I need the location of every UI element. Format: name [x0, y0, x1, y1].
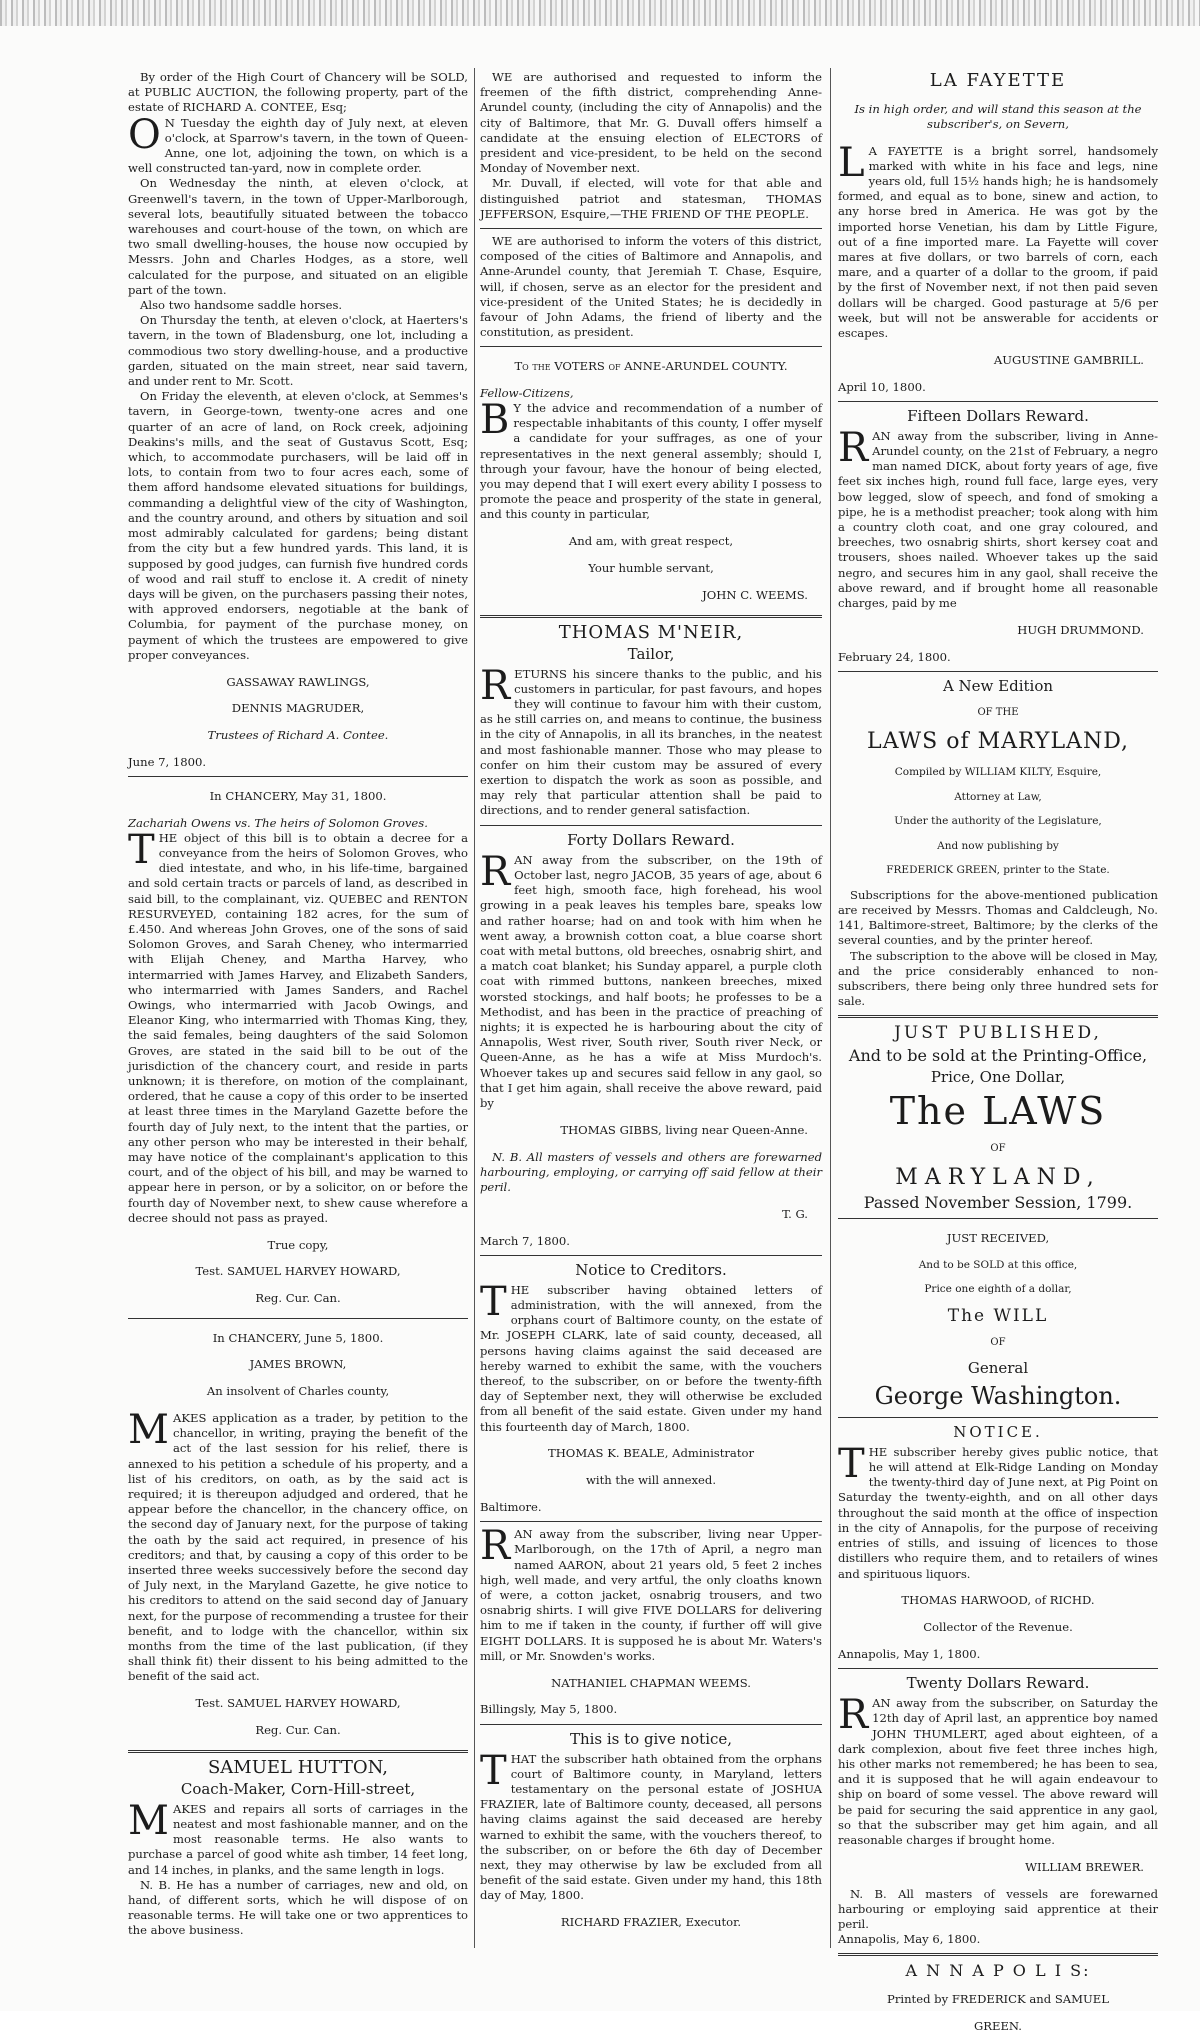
ad-heading: Twenty Dollars Reward.	[906, 1674, 1090, 1693]
ad-heading: JUST PUBLISHED,	[894, 1023, 1102, 1044]
ad-separator	[838, 1953, 1158, 1956]
ad-paragraph: On Friday the eleventh, at eleven o'clock, at Semmes's tavern, in George-town, twenty-one acres and one quarter of an acre of land, on Rock creek, adjoining Deakins's mills, and the seat of Gustavus Scott, Esq; which, to accommodate purchasers, will be laid off in lots, to contain from two to four acres each, some of them afford handsome elevated situations for buildings, commanding a delightful view of the city of Washington, and the country around, and others by situation and soil most admirably calculated for gardens; being distant from the city but a few hundred yards. This land, it is supposed by good judges, can furnish five hundred cords of wood and rail stuff to enclose it. A credit of ninety days will be given, on the purchasers passing their notes, with approved endorsers, negotiable at the bank of Columbia, for payment of the purchase money, on payment of which the trustees are empowered to give proper conveyances.	[128, 389, 468, 662]
ad-heading: Fifteen Dollars Reward.	[907, 406, 1089, 425]
drop-cap: M	[128, 1406, 169, 1453]
ad-separator	[838, 401, 1158, 402]
ad-heading: SAMUEL HUTTON,	[207, 1756, 389, 1778]
ad-heading: A New Edition	[942, 676, 1054, 695]
signature: AUGUSTINE GAMBRILL.	[993, 352, 1144, 367]
signature: HUGH DRUMMOND.	[1017, 622, 1144, 637]
printer-imprint	[838, 1961, 1158, 2034]
ad-paragraph	[480, 1747, 822, 1904]
ad-paragraph	[128, 826, 468, 1226]
ad-date: Annapolis, May 6, 1800.	[838, 1932, 981, 1947]
closing: And am, with great respect,	[568, 534, 734, 549]
ad-date: Billingsly, May 5, 1800.	[480, 1702, 618, 1717]
ad-text: N Tuesday the eighth day of July next, at eleven o'clock, at Sparrow's tavern, in the town of Queen-Anne, one lot, adjoining the town, on which is a well constructed tan-yard, now in complete order.	[128, 115, 468, 176]
ad-subheading: OF THE	[977, 706, 1019, 718]
ad-heading: LA FAYETTE	[929, 70, 1067, 91]
true-copy: True copy,	[267, 1237, 329, 1252]
ad-separator	[838, 1417, 1158, 1418]
ad-text: AN away from the subscriber, on the 19th of October last, negro JACOB, 35 years of age, about 6 feet high, smooth face, high forehead, his wool growing in a peak leaves his temples bare, speaks low and rather hoarse; had on and took with him when he went away, a brownish cotton coat, a blue coarse short coat with metal buttons, old breeches, osnabrig shirt, and a match coat blanket; his Sunday apparel, a purple cloth coat with rimmed buttons, nankeen breeches, mixed worsted stockings, and half boots; he professes to be a Methodist, and has been in the practice of preaching of nights; it is expected he is harbouring about the city of Annapolis, West river, South river, South river Neck, or Queen-Anne, as he has a wife at Miss Murdoch's. Whoever takes up and secures said fellow in any gaol, so that I get him again, shall receive the above reward, paid by	[480, 852, 822, 1110]
ad-heading: Notice to Creditors.	[575, 1260, 727, 1279]
initials: T. G.	[782, 1206, 808, 1221]
ad-text: Y the advice and recommendation of a number of respectable inhabitants of this county, I offer myself a candidate for your suffrages, as one of your representatives in the next general assembly; should I, through your favour, have the honour of being elected, you may depend that I will exert every ability I possess to promote the peace and prosperity of the state in general, and this county in particular,	[480, 401, 822, 522]
ad-paragraph: On Wednesday the ninth, at eleven o'clock, at Greenwell's tavern, in the town of Upper-Marlborough, several lots, beautifully situated between the tobacco warehouses and court-house of the town, on which are two small dwelling-houses, the house now occupied by Messrs. John and Charles Hodges, as a store, well calculated for the purpose, and situated on an eligible part of the town.	[128, 176, 468, 297]
ad-heading: In CHANCERY, June 5, 1800.	[212, 1330, 384, 1345]
ad-date: March 7, 1800.	[480, 1233, 570, 1248]
ad-separator	[480, 1724, 822, 1725]
ad-date: June 7, 1800.	[128, 754, 207, 769]
ad-text: AN away from the subscriber, on Saturday the 12th day of April last, an apprentice boy named JOHN THUMLERT, aged about eighteen, of a dark complexion, about five feet three inches high, his other marks not remembered; he has been to sea, and it is supposed that he will again endeavour to ship on board of some vessel. The above reward will be paid for securing the said apprentice in any gaol, so that the subscriber may get him again, and all reasonable charges if brought home.	[838, 1696, 1158, 1847]
closing: Your humble servant,	[588, 561, 714, 576]
ad-aaron	[480, 1523, 822, 1717]
signature: THOMAS K. BEALE, Administrator	[547, 1446, 755, 1461]
ad-heading: NOTICE.	[953, 1422, 1043, 1441]
drop-cap: T	[128, 826, 155, 873]
ad-note: N. B. All masters of vessels are forewarned harbouring or employing said apprentice at their peril.	[838, 1886, 1158, 1931]
ad-contee-auction	[128, 70, 468, 770]
ad-separator	[128, 1318, 468, 1319]
ad-separator	[480, 228, 822, 229]
ad-date: Annapolis, May 1, 1800.	[838, 1646, 981, 1661]
ad-text: ETURNS his sincere thanks to the public, and his customers in particular, for past favours, and hopes they will continue to favour him with their custom, as he still carries on, and means to continue, the business in the city of Annapolis, in all its branches, in the neatest and most fashionable manner. Those who may please to confer on him their custom may be assured of every exertion to dispatch the work as soon as possible, and may rely that particular attention shall be paid to directions, and to render general satisfaction.	[480, 666, 822, 818]
ad-subheading: And to be sold at the Printing-Office,	[848, 1046, 1148, 1066]
drop-cap: R	[480, 848, 511, 895]
ad-title: The WILL	[947, 1305, 1049, 1326]
ad-subheading: Is in high order, and will stand this season at the subscriber's, on Severn,	[854, 101, 1142, 131]
signature: NATHANIEL CHAPMAN WEEMS.	[551, 1675, 751, 1690]
ad-washington-will	[838, 1231, 1158, 1411]
ad-separator	[480, 346, 822, 347]
ad-line: Under the authority of the Legislature,	[894, 815, 1102, 828]
drop-cap: T	[480, 1747, 507, 1794]
ad-title: George Washington.	[874, 1381, 1122, 1410]
ad-paragraph: Subscriptions for the above-mentioned publication are received by Messrs. Thomas and Caldcleugh, No. 141, Baltimore-street, Baltimore; by the clerks of the several counties, and by the printer hereof.	[838, 887, 1158, 948]
signature-title: with the will annexed.	[585, 1473, 717, 1488]
imprint-printer: Printed by FREDERICK and SAMUEL	[887, 1991, 1109, 2006]
ad-separator	[480, 615, 822, 618]
ad-subheading: Tailor,	[627, 644, 675, 663]
drop-cap: R	[480, 662, 511, 709]
ad-intro: By order of the High Court of Chancery will be SOLD, at PUBLIC AUCTION, the following property, part of the estate of RICHARD A. CONTEE, Esq;	[128, 70, 468, 115]
ad-weems-voters	[480, 359, 822, 603]
ad-line: Compiled by WILLIAM KILTY, Esquire,	[894, 766, 1102, 779]
drop-cap: O	[128, 111, 161, 158]
ad-note: N. B. All masters of vessels and others are forewarned harbouring, employing, or carrying off said fellow at their peril.	[480, 1149, 822, 1194]
ad-twenty-dollars	[838, 1674, 1158, 1947]
ad-paragraph	[128, 1797, 468, 1878]
ad-laws-new-edition	[838, 677, 1158, 1010]
case-caption: Zachariah Owens vs. The heirs of Solomon Groves.	[128, 815, 428, 830]
ad-paragraph: N. B. He has a number of carriages, new and old, on hand, of different sorts, which he will dispose of on reasonable terms. He will take one or two apprentices to the above business.	[128, 1877, 468, 1938]
ad-line: Attorney at Law,	[954, 790, 1042, 803]
drop-cap: R	[838, 1692, 869, 1739]
ad-paragraph	[480, 1278, 822, 1435]
ad-text: A FAYETTE is a bright sorrel, handsomely marked with white in his face and legs, nine years old, full 15½ hands high; he is handsomely formed, and equal as to bone, sinew and action, to any horse bred in America. He was got by the imported horse Venetian, his dam by Little Figure, out of a fine imported mare. La Fayette will cover mares at five dollars, or two barrels of corn, each mare, and a quarter of a dollar to the groom, if paid by the first of November next, if not then paid seven dollars will be charged. Good pasturage at 5/6 per week, but will not be answerable for accidents or escapes.	[838, 143, 1158, 341]
ad-subheading: JAMES BROWN,	[249, 1357, 347, 1372]
ad-heading: This is to give notice,	[569, 1729, 733, 1748]
signature: JOHN C. WEEMS.	[702, 587, 808, 602]
drop-cap: R	[838, 424, 869, 471]
signature: Test. SAMUEL HARVEY HOWARD,	[195, 1264, 401, 1279]
signature: THOMAS HARWOOD, of RICHD.	[901, 1593, 1095, 1608]
ad-separator	[838, 1218, 1158, 1219]
ad-paragraph	[480, 397, 822, 523]
salutation: Fellow-Citizens,	[480, 385, 574, 400]
ad-creditors-clark	[480, 1261, 822, 1515]
ad-fifteen-dollars	[838, 407, 1158, 665]
ad-date: February 24, 1800.	[838, 649, 951, 664]
signature: WILLIAM BREWER.	[1025, 1859, 1144, 1874]
column-1	[128, 70, 468, 1970]
ad-paragraph	[128, 111, 468, 177]
ad-harwood-notice	[838, 1423, 1158, 1662]
ad-paragraph	[480, 848, 822, 1111]
ad-separator	[128, 776, 468, 777]
ad-forty-dollars	[480, 831, 822, 1249]
ad-paragraph	[480, 662, 822, 819]
drop-cap: M	[128, 1797, 169, 1844]
ad-laws-just-published	[838, 1023, 1158, 1212]
ad-text: HE object of this bill is to obtain a decree for a conveyance from the heirs of Solomon Groves, who died intestate, and who, in his life-time, bargained and sold certain tracts or parcels of land, as described in said bill, to the complainant, viz. QUEBEC and RENTON RESURVEYED, containing 182 acres, for the sum of £.450. And whereas John Groves, one of the sons of said Solomon Groves, and Sarah Cheney, who intermarried with Elijah Cheney, and Martha Harvey, who intermarried with James Harvey, and Elizabeth Sanders, who intermarried with James Sanders, and Rachel Owings, who intermarried with Jacob Owings, and Eleanor King, who intermarried with Thomas King, they, the said females, being daughters of the said Solomon Groves, are stated in the said bill to be out of the jurisdiction of the chancery court, and reside in parts unknown; it is therefore, on motion of the complainant, ordered, that he cause a copy of this order to be inserted at least three times in the Maryland Gazette before the fourth day of July next, to the intent that the parties, or any other person who may be interested in their behalf, may have notice of the complainant's application to this court, and of the object of his bill, and may be warned to appear here in person, or by a solicitor, on or before the fourth day of November next, to shew cause wherefore a decree should not pass as prayed.	[128, 830, 468, 1225]
ad-paragraph	[838, 1440, 1158, 1582]
column-2	[480, 70, 822, 1970]
ad-text: AKES application as a trader, by petition to the chancellor, in writing, praying the benefit of the act of the last session for his relief, there is annexed to his petition a schedule of his property, and a list of his creditors, on oath, as by the said act is required; it is thereupon adjudged and ordered, that he appear before the chancellor, in the chancery office, on the second day of January next, for the purpose of taking the oath by the said act required, in presence of his creditors; and that, by causing a copy of this order to be inserted three weeks successively before the second day of July next, in the Maryland Gazette, he give notice to his creditors to attend on the said second day of January next, for the purpose of recommending a trustee for their benefit, and to lodge with the chancellor, within six months from the time of the last publication, (if they shall think fit) their dissent to his being admitted to the benefit of the said act.	[128, 1410, 468, 1684]
drop-cap: T	[838, 1440, 865, 1487]
ad-paragraph: Also two handsome saddle horses.	[140, 298, 343, 313]
imprint-place: A N N A P O L I S:	[905, 1961, 1091, 1981]
ad-separator	[480, 1255, 822, 1256]
ad-text: HE subscriber having obtained letters of administration, with the will annexed, from the orphans court of Baltimore county, on the estate of Mr. JOSEPH CLARK, late of said county, deceased, all persons having claims against the said deceased are hereby warned to exhibit the same, with the vouchers thereof, to the subscriber, on or before the twenty-fifth day of September next, they will otherwise be excluded from all benefit of the said estate. Given under my hand this fourteenth day of March, 1800.	[480, 1282, 822, 1434]
ad-chancery-owens	[128, 789, 468, 1307]
drop-cap: L	[838, 139, 865, 186]
ad-paragraph: On Thursday the tenth, at eleven o'clock, at Haerters's tavern, in the town of Bladensburg, one lot, including a commodious two story dwelling-house, and a productive garden, situated on the main street, near said tavern, and under rent to Mr. Scott.	[128, 313, 468, 389]
ad-paragraph	[838, 424, 1158, 611]
ad-chase-elector	[480, 234, 822, 340]
ad-separator	[838, 671, 1158, 672]
ad-heading: Forty Dollars Reward.	[567, 830, 735, 849]
ad-title: LAWS of MARYLAND,	[866, 728, 1130, 754]
drop-cap: R	[480, 1523, 511, 1570]
ad-separator	[838, 1668, 1158, 1669]
ad-text: HE subscriber hereby gives public notice, that he will attend at Elk-Ridge Landing on Monday the twenty-third day of June next, at Pig Point on Saturday the twenty-eighth, and on all other days throughout the said month at the office of inspection in the city of Annapolis, for the purpose of receiving entries of stills, and issuing of licences to those distillers who require them, and to retailers of wines and spirituous liquors.	[838, 1444, 1158, 1581]
column-3	[838, 70, 1158, 2033]
ad-text: AN away from the subscriber, living in Anne-Arundel county, on the 21st of February, a negro man named DICK, about forty years of age, five feet six inches high, round full face, large eyes, very bow legged, slow of speech, and fond of smoking a pipe, he is a methodist preacher; took along with him a country cloth coat, and one gray coloured, and breeches, two osnabrig shirts, short kersey coat and trousers, shoes nailed. Whoever takes up the said negro, and secures him in any gaol, shall receive the above reward, and if brought home all reasonable charges, paid by me	[838, 428, 1158, 611]
ad-separator	[480, 825, 822, 826]
signature: RICHARD FRAZIER, Executor.	[560, 1915, 742, 1930]
ad-title: The LAWS	[889, 1089, 1107, 1134]
ad-duvall-elector	[480, 70, 822, 222]
ad-paragraph: The subscription to the above will be closed in May, and the price considerably enhanced to non-subscribers, there being only three hundred sets for sale.	[838, 948, 1158, 1009]
ad-subheading: Passed November Session, 1799.	[863, 1193, 1133, 1213]
ad-paragraph: WE are authorised to inform the voters of this district, composed of the cities of Baltimore and Annapolis, and Anne-Arundel county, that Jeremiah T. Chase, Esquire, will, if chosen, serve as an elector for the president and vice-president of the United States; he is decidedly in favour of John Adams, the friend of liberty and the constitution, as president.	[480, 234, 822, 340]
ad-mneir-tailor	[480, 623, 822, 819]
ad-paragraph: WE are authorised and requested to inform the freemen of the fifth district, comprehending Anne-Arundel county, (including the city of Annapolis) and the city of Baltimore, that Mr. G. Duvall offers himself a candidate at the ensuing election of ELECTORS of president and vice-president, to be held on the second Monday of November next.	[480, 70, 822, 176]
signature: DENNIS MAGRUDER,	[231, 701, 365, 716]
ad-subheading: Coach-Maker, Corn-Hill-street,	[180, 1779, 416, 1798]
ad-heading: To the VOTERS of ANNE-ARUNDEL COUNTY.	[514, 359, 788, 374]
ad-subheading: An insolvent of Charles county,	[206, 1384, 390, 1399]
signature-title: Collector of the Revenue.	[923, 1620, 1073, 1635]
ad-heading: JUST RECEIVED,	[946, 1231, 1050, 1246]
ad-paragraph	[838, 1692, 1158, 1848]
ad-paragraph	[838, 139, 1158, 342]
column-rule	[474, 68, 475, 1948]
ad-place: Baltimore.	[480, 1499, 542, 1514]
ad-line: And now publishing by	[937, 839, 1059, 852]
ad-separator	[128, 1750, 468, 1753]
ad-title: MARYLAND,	[895, 1165, 1101, 1191]
ad-hutton	[128, 1758, 468, 1939]
ad-date: April 10, 1800.	[838, 379, 926, 394]
ad-paragraph	[128, 1406, 468, 1685]
signature-title: Reg. Cur. Can.	[255, 1291, 341, 1306]
ad-line: And to be SOLD at this office,	[918, 1258, 1078, 1271]
column-rule	[830, 68, 831, 1948]
ad-text: HAT the subscriber hath obtained from the orphans court of Baltimore county, in Maryland, letters testamentary on the personal estate of JOSHUA FRAZIER, late of Baltimore county, deceased, all persons having claims against the said deceased are hereby warned to exhibit the same, with the vouchers thereof, to the subscriber, on or before the 6th day of December next, they may otherwise by law be excluded from all benefit of the said estate. Given under my hand, this 18th day of May, 1800.	[480, 1751, 822, 1903]
ad-text: AN away from the subscriber, living near Upper-Marlborough, on the 17th of April, a negro man named AARON, about 21 years old, 5 feet 2 inches high, well made, and very artful, the only cloaths known of were, a cotton jacket, osnabrig trousers, and two osnabrig shirts. I will give FIVE DOLLARS for delivering him to me if taken in the county, if further off will give EIGHT DOLLARS. It is supposed he is about Mr. Waters's mill, or Mr. Snowden's works.	[480, 1527, 822, 1663]
signature: GASSAWAY RAWLINGS,	[226, 674, 370, 689]
ad-la-fayette	[838, 71, 1158, 395]
ad-line: Price one eighth of a dollar,	[924, 1283, 1072, 1296]
drop-cap: B	[480, 397, 510, 444]
ad-subheading: OF	[990, 1336, 1006, 1348]
ad-frazier	[480, 1730, 822, 1931]
signature: Test. SAMUEL HARVEY HOWARD,	[195, 1696, 401, 1711]
ad-subheading: General	[967, 1358, 1029, 1377]
signature-title: Reg. Cur. Can.	[255, 1723, 341, 1737]
ad-paragraph	[480, 1523, 822, 1664]
ad-separator	[480, 1521, 822, 1522]
drop-cap: T	[480, 1278, 507, 1325]
ad-subheading: Price, One Dollar,	[930, 1068, 1066, 1087]
signature-title: Trustees of Richard A. Contee.	[207, 728, 389, 743]
ad-separator	[838, 1015, 1158, 1018]
ad-heading: In CHANCERY, May 31, 1800.	[209, 788, 387, 803]
ad-subheading: OF	[990, 1143, 1006, 1155]
ad-chancery-brown	[128, 1331, 468, 1739]
ad-line: FREDERICK GREEN, printer to the State.	[886, 864, 1110, 877]
torn-top-edge	[0, 0, 1200, 26]
signature: THOMAS GIBBS, living near Queen-Anne.	[560, 1122, 808, 1137]
ad-text: AKES and repairs all sorts of carriages in the neatest and most fashionable manner, and on the most reasonable terms. He also wants to purchase a parcel of good white ash timber, 14 feet long, and 14 inches, in planks, and the same length in logs.	[128, 1801, 468, 1877]
ad-heading: THOMAS M'NEIR,	[558, 621, 744, 643]
imprint-printer: GREEN.	[973, 2018, 1022, 2033]
ad-paragraph: Mr. Duvall, if elected, will vote for that able and distinguished patriot and statesman, THOMAS JEFFERSON, Esquire,—THE FRIEND OF THE PEOPLE.	[480, 176, 822, 221]
